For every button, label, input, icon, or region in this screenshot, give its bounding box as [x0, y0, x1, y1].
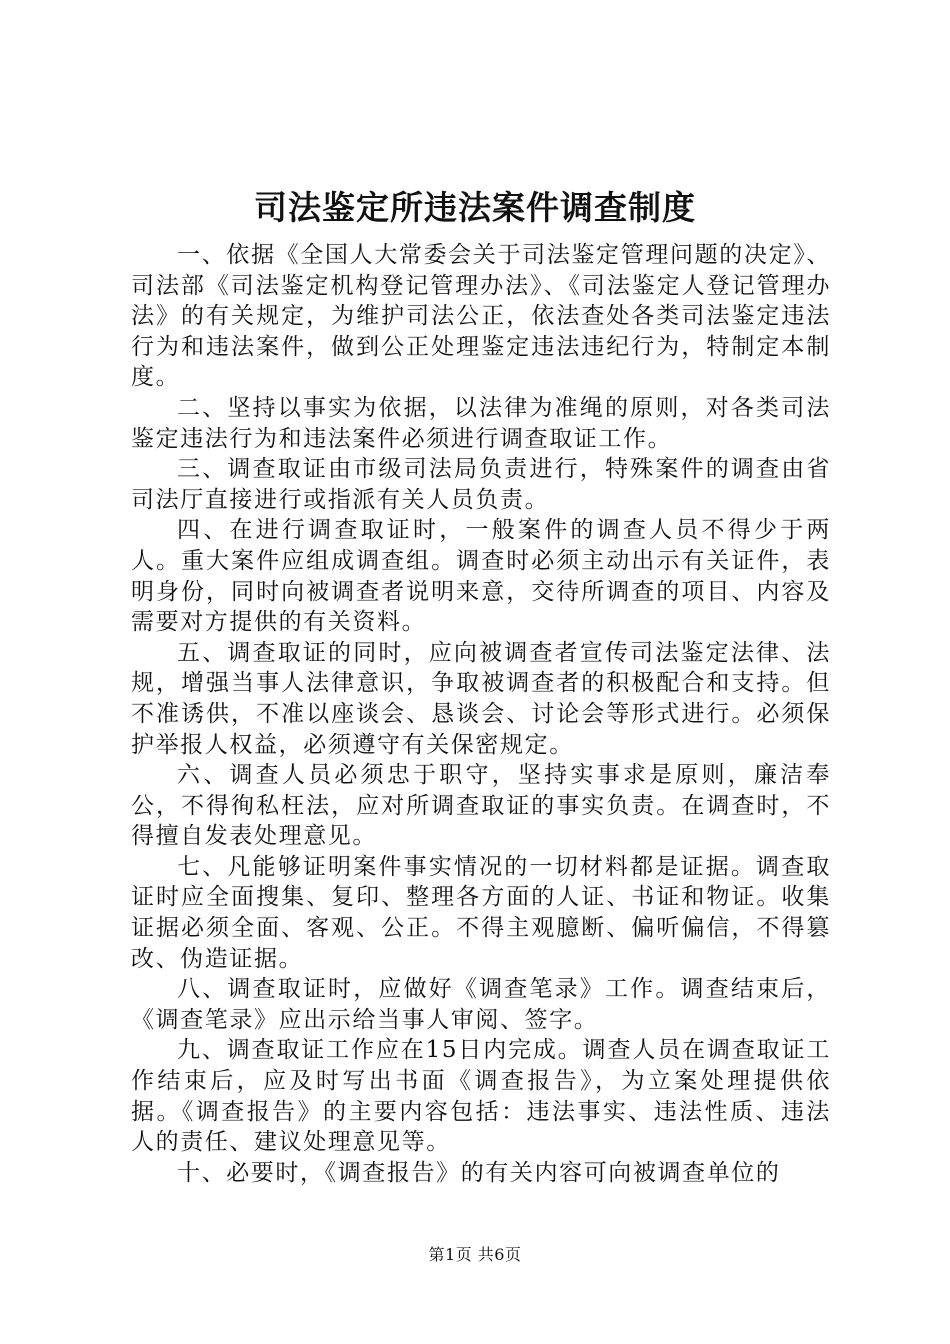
paragraph-2: 二、坚持以事实为依据，以法律为准绳的原则，对各类司法鉴定违法行为和违法案件必须进行调查取证工作。 — [131, 394, 831, 452]
paragraph-3: 三、调查取证由市级司法局负责进行，特殊案件的调查由省司法厅直接进行或指派有关人员负责。 — [131, 456, 831, 513]
document-title: 司法鉴定所违法案件调查制度 — [254, 188, 696, 227]
paragraph-10: 十、必要时，《调查报告》的有关内容可向被调查单位的 — [177, 1159, 781, 1186]
page-number-footer: 第1页 共6页 — [428, 1245, 522, 1264]
paragraph-4: 四、在进行调查取证时，一般案件的调查人员不得少于两人。重大案件应组成调查组。调查时必须主动出示有关证件，表明身份，同时向被调查者说明来意，交待所调查的项目、内容及需要对方提供的有关资料。 — [131, 517, 831, 636]
paragraph-1: 一、依据《全国人大常委会关于司法鉴定管理问题的决定》、司法部《司法鉴定机构登记管理办法》、《司法鉴定人登记管理办法》的有关规定，为维护司法公正，依法查处各类司法鉴定违法行为和违法案件，做到公正处理鉴定违法违纪行为，特制定本制度。 — [131, 242, 831, 391]
paragraph-9: 九、调查取证工作应在15日内完成。调查人员在调查取证工作结束后，应及时写出书面《调查报告》，为立案处理提供依据。《调查报告》的主要内容包括：违法事实、违法性质、违法人的责任、建议处理意见等。 — [131, 1037, 831, 1156]
paragraph-7: 七、凡能够证明案件事实情况的一切材料都是证据。调查取证时应全面搜集、复印、整理各方面的人证、书证和物证。收集证据必须全面、客观、公正。不得主观臆断、偏听偏信，不得篡改、伪造证据。 — [131, 853, 831, 972]
paragraph-8: 八、调查取证时，应做好《调查笔录》工作。调查结束后，《调查笔录》应出示给当事人审阅、签字。 — [131, 976, 831, 1033]
paragraph-6: 六、调查人员必须忠于职守，坚持实事求是原则，廉洁奉公，不得徇私枉法，应对所调查取证的事实负责。在调查时，不得擅自发表处理意见。 — [131, 762, 831, 850]
document-body — [131, 240, 831, 1188]
paragraph-5: 五、调查取证的同时，应向被调查者宣传司法鉴定法律、法规，增强当事人法律意识，争取被调查者的积极配合和支持。但不准诱供，不准以座谈会、恳谈会、讨论会等形式进行。必须保护举报人权益，必须遵守有关保密规定。 — [131, 639, 831, 758]
